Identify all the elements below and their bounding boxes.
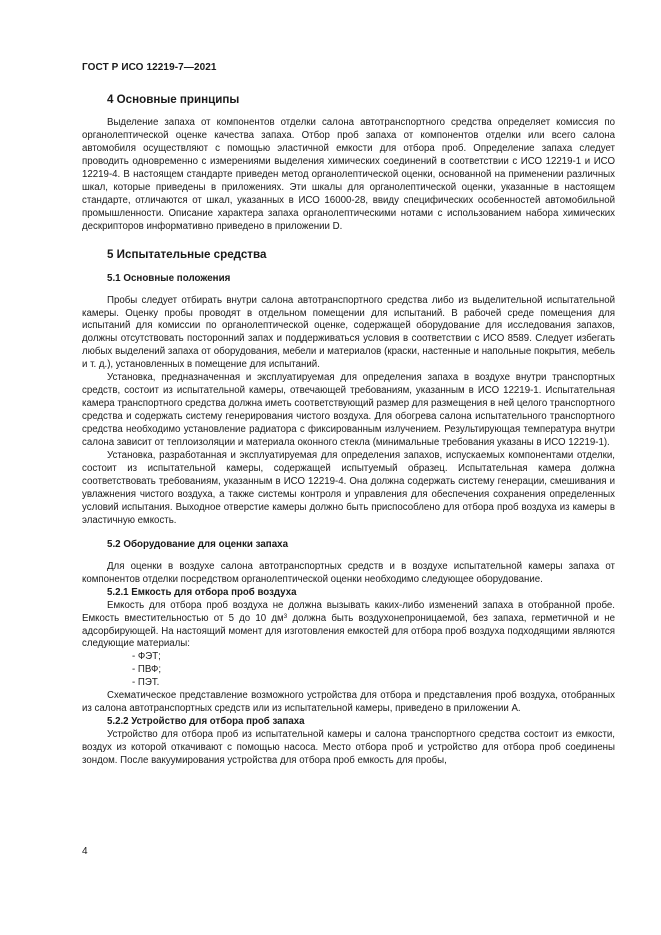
section-5-1-paragraph-3: Установка, разработанная и эксплуатируемая для определения запахов, испускаемых компонентами отделки, состоит из испытательной камеры, содержащей испытуемый образец. Испытательная камера должна соответствовать требованиям, указанным в ИСО 12219-4. Она должна содержать систему генерации, смешивания и увлажнения чистого воздуха, а также системы контроля и управления для обеспечения сохранения определенных условий испытания. Выходное отверстие камеры должно быть приспособлено для отбора проб воздуха из камеры в эластичную емкость. <box>82 450 615 526</box>
section-5-title: 5 Испытательные средства <box>107 247 267 261</box>
superscript-cube: 3 <box>283 612 288 620</box>
section-5-2-1-paragraph-1 <box>82 600 615 652</box>
list-item: - ФЭТ; <box>132 651 161 663</box>
paragraph-text-part-1: Емкость для отбора проб воздуха не должна вызывать каких-либо изменений запаха в отобранной пробе. Емкость вместительностью от 5 до 10 дм <box>82 599 615 624</box>
section-5-1-paragraph-2: Установка, предназначенная и эксплуатируемая для определения запаха в воздухе внутри транспортных средств, состоит из испытательной камеры, отвечающей требованиям, указанным в ИСО 12219-1. Испытательная камера транспортного средства должна иметь соответствующий размер для размещения в ней целого транспортного средства и содержать систему генерирования чистого воздуха. Для обогрева салона испытательного транспортного средства необходимо установление радиатора с фиксированным излучением. Результирующая температура внутри салона зависит от теплоизоляции и материала оконного стекла (минимальные требования указаны в ИСО 12219-1). <box>82 372 615 449</box>
page-content <box>82 93 615 768</box>
section-5-2-1-title: 5.2.1 Емкость для отбора проб воздуха <box>107 586 297 598</box>
section-5-2-title: 5.2 Оборудование для оценки запаха <box>107 538 289 550</box>
section-5-2-2-paragraph: Устройство для отбора проб из испытательной камеры и салона транспортного средства состоит из емкости, воздух из которой откачивают с помощью насоса. Место отбора проб и устройство для отбора проб соединены зондом. После вакуумирования устройства для отбора проб емкость для пробы, <box>82 729 615 767</box>
document-header: ГОСТ Р ИСО 12219-7—2021 <box>82 62 217 73</box>
section-4-title: 4 Основные принципы <box>107 93 240 106</box>
list-item: - ПЭТ. <box>132 677 160 689</box>
paragraph-text-part-2: должна быть воздухонепроницаемой, без запаха, герметичной и не адсорбирующей. На настоящий момент для изготовления емкостей для отбора проб воздуха подходящими являются следующие материалы: <box>82 612 615 650</box>
section-5-2-1-paragraph-2: Схематическое представление возможного устройства для отбора и представления проб воздуха, отобранных из салона автотранспортных средств или из испытательной камеры, приведено в приложении А. <box>82 690 615 715</box>
list-item: - ПВФ; <box>132 664 162 676</box>
section-5-2-paragraph: Для оценки в воздухе салона автотранспортных средств и в воздухе испытательной камеры запаха от компонентов отделки посредством органолептической оценки необходимо следующее оборудование. <box>82 560 615 585</box>
section-5-1-title: 5.1 Основные положения <box>107 272 231 284</box>
section-5-2-2-title: 5.2.2 Устройство для отбора проб запаха <box>107 716 305 728</box>
section-5-1-paragraph-1: Пробы следует отбирать внутри салона автотранспортного средства либо из выделительной испытательной камеры. Оценку пробы проводят в отдельном помещении для испытаний. В рабочей среде помещения для испытаний для комиссии по органолептической оценке, содержащей оборудование для исследования запахов, должны отсутствовать посторонний запах и поддерживаться условия в соответствии с ИСО 8589. Следует избегать любых выделений запаха от оборудования, мебели и материалов (краски, настенные и напольные покрытия, мебель и т. д.), установленных в помещение для испытаний. <box>82 294 615 371</box>
section-4-paragraph: Выделение запаха от компонентов отделки салона автотранспортного средства определяет комиссия по органолептической оценке качества запаха. Отбор проб запаха от компонентов отделки или всего салона автомобиля осуществляют с помощью эластичной емкости для отбора проб. Определение запаха следует проводить одновременно с измерениями выделения химических соединений в соответствии с ИСО 12219-1 и ИСО 12219-4. В настоящем стандарте приведен метод органолептической оценки, основанной на применении различных шкал, которые приведены в приложениях. Эти шкалы для органолептической оценки, указанные в настоящем стандарте, отличаются от шкал, указанных в ИСО 16000-28, ввиду специфических особенностей автомобильной промышленности. Описание характера запаха органолептическими нотами с использованием набора химических дескрипторов информативно приведено в приложении D. <box>82 117 615 232</box>
page-number: 4 <box>82 846 88 857</box>
